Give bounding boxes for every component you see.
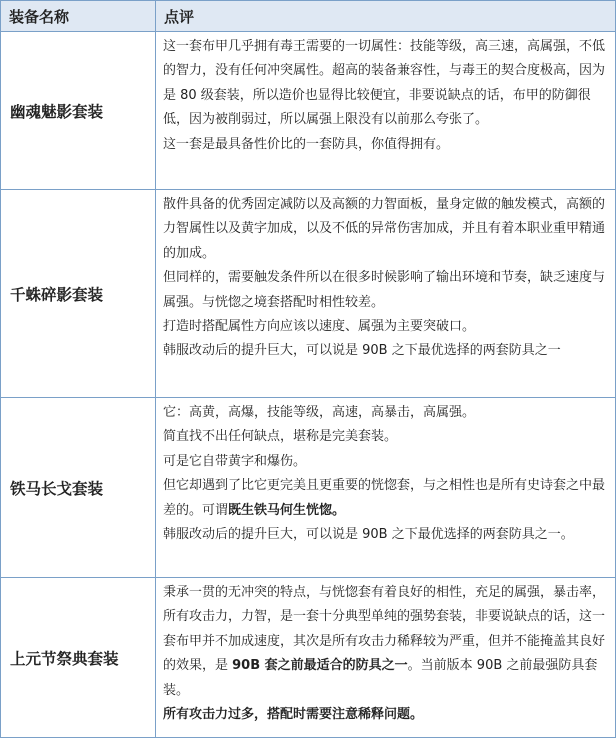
review-line: 韩服改动后的提升巨大，可以说是 90B 之下最优选择的两套防具之一 xyxy=(163,343,561,359)
review-line: 这一套是最具备性价比的一套防具，你值得拥有。 xyxy=(163,136,450,152)
review-highlight: 既生铁马何生恍惚。 xyxy=(228,502,346,518)
review-line: 打造时搭配属性方向应该以速度、属强为主要突破口。 xyxy=(163,319,476,335)
table-header-row xyxy=(1,1,616,32)
review-highlight: 90B 套之前最适合的防具之一 xyxy=(232,658,408,674)
table-row xyxy=(1,398,616,578)
equipment-review xyxy=(156,578,616,738)
review-line: 散件具备的优秀固定减防以及高额的力智面板，量身定做的触发模式，高额的力智属性以及黄字加成，以及不低的异常伤害加成，并且有着本职业重甲精通的加成。 xyxy=(163,197,606,261)
equipment-review xyxy=(156,398,616,578)
review-line: 简直找不出任何缺点，堪称是完美套装。 xyxy=(163,429,398,445)
equipment-review xyxy=(156,32,616,190)
review-text: 。当前版本 90B 之前最强防具套装。 xyxy=(163,658,598,698)
table-row xyxy=(1,578,616,738)
header-review: 点评 xyxy=(156,1,616,32)
header-equipment-name: 装备名称 xyxy=(1,1,156,32)
review-line: 可是它自带黄字和爆伤。 xyxy=(163,453,307,469)
review-highlight: 所有攻击力过多，搭配时需要注意稀释问题。 xyxy=(163,707,424,723)
review-line: 这一套布甲几乎拥有毒王需要的一切属性：技能等级，高三速，高属强，不低的智力，没有任何冲突属性。超高的装备兼容性，与毒王的契合度极高，因为是 80 级套装，所以造价也显得比较便宜，非要说缺点的话，布甲的防御很低，因为被削弱过，所以属强上限没有以前那么夸张了。 xyxy=(163,39,606,128)
review-text: 但它却遇到了比它更完美且更重要的恍惚套，与之相性也是所有史诗套之中最差的。可谓 xyxy=(163,478,606,518)
equipment-name: 千蛛碎影套装 xyxy=(1,190,156,398)
equipment-name: 铁马长戈套装 xyxy=(1,398,156,578)
review-line: 它：高黄，高爆，技能等级，高速，高暴击，高属强。 xyxy=(163,405,476,420)
review-line: 但同样的，需要触发条件所以在很多时候影响了输出环境和节奏，缺乏速度与属强。与恍惚之境套搭配时相性较差。 xyxy=(163,270,606,310)
table-row xyxy=(1,32,616,190)
review-line: 韩服改动后的提升巨大，可以说是 90B 之下最优选择的两套防具之一。 xyxy=(163,527,574,543)
equipment-name: 上元节祭典套装 xyxy=(1,578,156,738)
equipment-name: 幽魂魅影套装 xyxy=(1,32,156,190)
review-line xyxy=(163,581,607,703)
review-line xyxy=(163,703,607,727)
equipment-review xyxy=(156,190,616,398)
review-text: 秉承一贯的无冲突的特点，与恍惚套有着良好的相性，充足的属强，暴击率，所有攻击力，力智，是一套十分典型单纯的强势套装，非要说缺点的话，这一套布甲并不加成速度，其次是所有攻击力稀释较为严重，但并不能掩盖其良好的效果，是 xyxy=(163,585,606,674)
table-row xyxy=(1,190,616,398)
review-line xyxy=(163,474,607,523)
